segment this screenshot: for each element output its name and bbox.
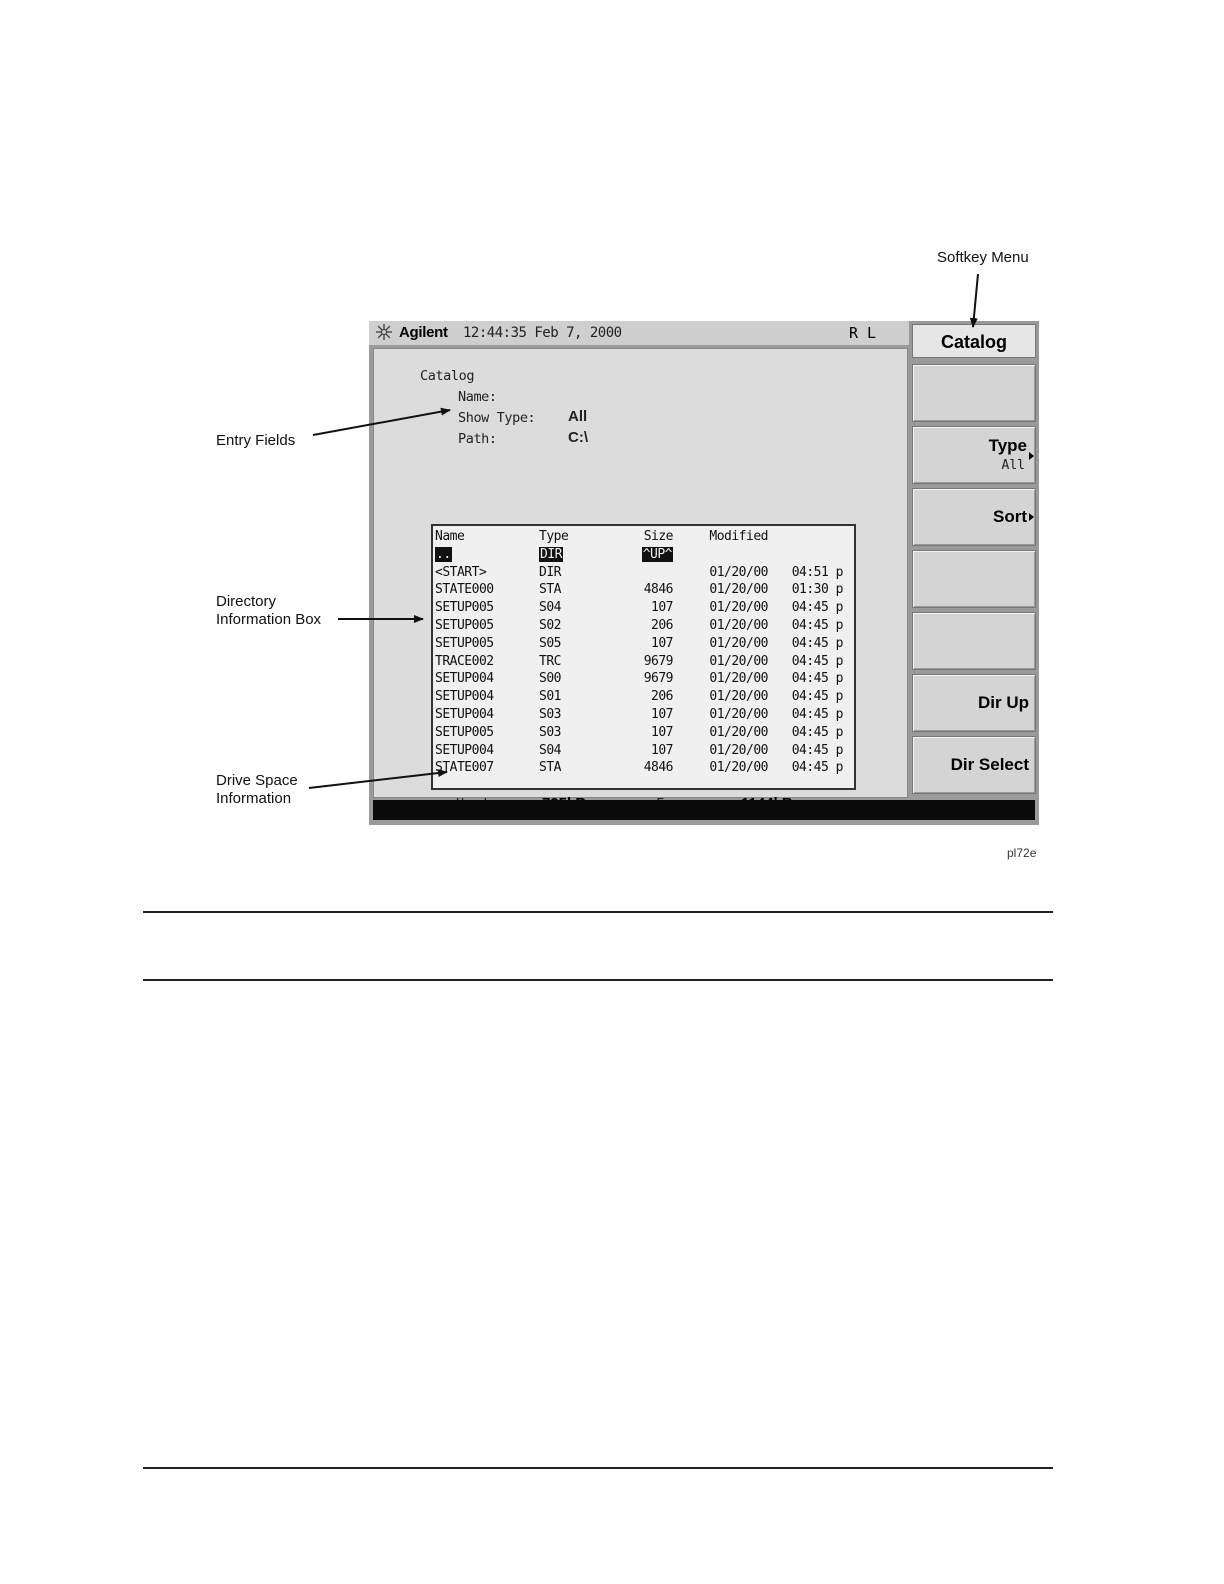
cell-name xyxy=(435,670,539,688)
show-type-label: Show Type: xyxy=(458,410,536,426)
cell-date-text: 01/20/00 xyxy=(709,564,768,580)
cell-date xyxy=(673,724,768,742)
cell-date xyxy=(673,617,768,635)
cell-type xyxy=(539,599,609,617)
cell-date xyxy=(673,670,768,688)
softkey-label: Dir Up xyxy=(978,693,1029,712)
cell-type-text: S01 xyxy=(539,689,561,705)
cell-time xyxy=(768,564,843,582)
cell-date xyxy=(673,599,768,617)
directory-row[interactable] xyxy=(435,564,843,582)
cell-name xyxy=(435,617,539,635)
cell-type xyxy=(539,653,609,671)
cell-type-text: S04 xyxy=(539,742,561,758)
cell-name-text: STATE007 xyxy=(435,760,494,776)
cell-name-text: SETUP004 xyxy=(435,742,494,758)
name-field[interactable] xyxy=(458,389,497,405)
cell-size xyxy=(609,742,673,760)
cell-name xyxy=(435,564,539,582)
cell-size-text: 107 xyxy=(651,724,673,740)
cell-date xyxy=(673,688,768,706)
softkey-type[interactable] xyxy=(912,426,1036,484)
catalog-pane xyxy=(373,348,908,798)
callout-drive-space xyxy=(216,772,298,808)
cell-size-text: 206 xyxy=(651,617,673,633)
cell-type xyxy=(539,670,609,688)
directory-info-box[interactable] xyxy=(431,524,856,790)
cell-time-text: 04:51 p xyxy=(791,564,843,580)
cell-type-text: S03 xyxy=(539,706,561,722)
name-label: Name: xyxy=(458,389,497,405)
cell-date-text: 01/20/00 xyxy=(709,742,768,758)
arrow-softkey-menu xyxy=(973,274,978,327)
clock-readout: 12:44:35 Feb 7, 2000 xyxy=(463,325,622,341)
cell-time-text: 04:45 p xyxy=(791,724,843,740)
callout-directory-line1: Directory xyxy=(216,593,277,610)
cell-type xyxy=(539,617,609,635)
cell-size xyxy=(609,724,673,742)
cell-date-text: 01/20/00 xyxy=(709,760,768,776)
cell-type xyxy=(539,546,609,564)
cell-name-text: SETUP004 xyxy=(435,689,494,705)
cell-name-text: TRACE002 xyxy=(435,653,494,669)
column-header: Type xyxy=(539,529,569,544)
cell-name-text: SETUP005 xyxy=(435,635,494,651)
cell-type-text: S05 xyxy=(539,635,561,651)
cell-type xyxy=(539,635,609,653)
cell-time-text: 04:45 p xyxy=(791,617,843,633)
cell-type xyxy=(539,724,609,742)
cell-type xyxy=(539,706,609,724)
cell-size-text: 107 xyxy=(651,600,673,616)
cell-type-text: S04 xyxy=(539,600,561,616)
cell-date xyxy=(673,706,768,724)
submenu-arrow-icon xyxy=(1029,513,1034,521)
cell-size xyxy=(609,564,673,582)
cell-date-text: 01/20/00 xyxy=(709,617,768,633)
cell-size-text: 206 xyxy=(651,689,673,705)
cell-time xyxy=(768,688,843,706)
cell-type-text: DIR xyxy=(540,546,562,562)
cell-time xyxy=(768,653,843,671)
cell-size xyxy=(609,599,673,617)
cell-size-text: 9679 xyxy=(643,653,673,669)
directory-row[interactable] xyxy=(435,546,843,564)
directory-row[interactable] xyxy=(435,742,843,760)
softkey-dir-up[interactable] xyxy=(912,674,1036,732)
cell-date xyxy=(673,635,768,653)
cell-time xyxy=(768,742,843,760)
cell-name-text: <START> xyxy=(435,564,487,580)
figure-id: pl72e xyxy=(1007,846,1037,860)
cell-time-text: 01:30 p xyxy=(791,582,843,598)
cell-name-text: .. xyxy=(436,546,451,562)
cell-time xyxy=(768,599,843,617)
cell-size xyxy=(609,546,673,564)
brand-name: Agilent xyxy=(399,324,448,341)
title-bar xyxy=(369,321,909,345)
directory-row[interactable] xyxy=(435,724,843,742)
cell-type xyxy=(539,564,609,582)
show-type-field[interactable] xyxy=(458,408,588,426)
cell-date xyxy=(673,653,768,671)
cell-size-text: ^UP^ xyxy=(642,546,672,562)
cell-size-text: 107 xyxy=(651,635,673,651)
cell-time-text: 04:45 p xyxy=(791,600,843,616)
cell-date-text: 01/20/00 xyxy=(709,706,768,722)
cell-type xyxy=(539,581,609,599)
cell-type xyxy=(539,688,609,706)
directory-row[interactable] xyxy=(435,635,843,653)
callout-directory-box xyxy=(216,593,321,629)
cell-date xyxy=(673,759,768,777)
directory-row[interactable] xyxy=(435,617,843,635)
cell-time xyxy=(768,635,843,653)
softkey-label: Type xyxy=(988,436,1027,455)
directory-row[interactable] xyxy=(435,670,843,688)
path-label: Path: xyxy=(458,431,497,447)
directory-row[interactable] xyxy=(435,599,843,617)
cell-size xyxy=(609,706,673,724)
divider-rule xyxy=(143,1467,1053,1469)
cell-name-text: SETUP005 xyxy=(435,617,494,633)
cell-size xyxy=(609,759,673,777)
cell-name xyxy=(435,599,539,617)
cell-type xyxy=(539,742,609,760)
cell-date-text: 01/20/00 xyxy=(709,600,768,616)
directory-row[interactable] xyxy=(435,688,843,706)
callout-directory-line2: Information Box xyxy=(216,611,322,628)
submenu-arrow-icon xyxy=(1029,452,1034,460)
cell-date-text: 01/20/00 xyxy=(709,653,768,669)
cell-size xyxy=(609,653,673,671)
cell-name xyxy=(435,581,539,599)
remote-local-status: R L xyxy=(849,324,877,342)
cell-date-text: 01/20/00 xyxy=(709,671,768,687)
cell-name-text: STATE000 xyxy=(435,582,494,598)
softkey-1[interactable] xyxy=(912,364,1036,422)
directory-header-row xyxy=(435,528,843,546)
cell-size xyxy=(609,688,673,706)
cell-name-text: SETUP005 xyxy=(435,724,494,740)
agilent-spark-icon xyxy=(375,323,393,341)
cell-date xyxy=(673,742,768,760)
column-header: Name xyxy=(435,529,465,544)
show-type-value: All xyxy=(568,408,588,425)
softkey-label: Sort xyxy=(993,507,1027,526)
cell-time xyxy=(768,670,843,688)
softkey-dir-select[interactable] xyxy=(912,736,1036,794)
cell-date-text: 01/20/00 xyxy=(709,635,768,651)
cell-date-text: 01/20/00 xyxy=(709,689,768,705)
cell-type-text: S00 xyxy=(539,671,561,687)
cell-type-text: S02 xyxy=(539,617,561,633)
softkey-menu xyxy=(912,321,1037,796)
directory-row[interactable] xyxy=(435,759,843,777)
path-field[interactable] xyxy=(458,429,588,447)
divider-rule xyxy=(143,911,1053,913)
cell-type-text: DIR xyxy=(539,564,561,580)
cell-type-text: S03 xyxy=(539,724,561,740)
callout-drive-line2: Information xyxy=(216,790,292,807)
cell-time xyxy=(768,546,843,564)
catalog-title: Catalog xyxy=(420,368,475,384)
cell-name xyxy=(435,653,539,671)
cell-type-text: TRC xyxy=(539,653,561,669)
callout-entry-fields: Entry Fields xyxy=(216,432,296,449)
cell-date-text: 01/20/00 xyxy=(709,582,768,598)
message-bar xyxy=(373,800,1035,820)
instrument-screen xyxy=(369,321,1039,825)
cell-type-text: STA xyxy=(539,760,561,776)
directory-row[interactable] xyxy=(435,653,843,671)
cell-time-text: 04:45 p xyxy=(791,653,843,669)
cell-type-text: STA xyxy=(539,582,561,598)
cell-date-text: 01/20/00 xyxy=(709,724,768,740)
cell-name xyxy=(435,635,539,653)
column-header: Size xyxy=(643,529,673,544)
cell-time-text: 04:45 p xyxy=(791,742,843,758)
cell-time xyxy=(768,706,843,724)
divider-rule xyxy=(143,979,1053,981)
cell-name xyxy=(435,759,539,777)
cell-time xyxy=(768,724,843,742)
directory-row[interactable] xyxy=(435,706,843,724)
cell-type xyxy=(539,759,609,777)
cell-time xyxy=(768,759,843,777)
directory-row[interactable] xyxy=(435,581,843,599)
cell-size xyxy=(609,670,673,688)
cell-time xyxy=(768,581,843,599)
cell-name xyxy=(435,742,539,760)
cell-name xyxy=(435,724,539,742)
cell-time-text: 04:45 p xyxy=(791,671,843,687)
cell-size-text: 107 xyxy=(651,742,673,758)
cell-size xyxy=(609,635,673,653)
softkey-5[interactable] xyxy=(912,612,1036,670)
cell-time xyxy=(768,617,843,635)
cell-date xyxy=(673,581,768,599)
cell-name xyxy=(435,706,539,724)
cell-size-text: 4846 xyxy=(643,582,673,598)
softkey-4[interactable] xyxy=(912,550,1036,608)
cell-name-text: SETUP005 xyxy=(435,600,494,616)
cell-name-text: SETUP004 xyxy=(435,671,494,687)
cell-size xyxy=(609,617,673,635)
cell-name xyxy=(435,546,539,564)
column-header: Modified xyxy=(709,529,768,544)
column-header xyxy=(768,528,843,546)
cell-name xyxy=(435,688,539,706)
cell-size xyxy=(609,581,673,599)
cell-size-text: 9679 xyxy=(643,671,673,687)
callout-drive-line1: Drive Space xyxy=(216,772,298,789)
softkey-sort[interactable] xyxy=(912,488,1036,546)
path-value: C:\ xyxy=(568,429,588,446)
cell-size-text: 4846 xyxy=(643,760,673,776)
cell-size-text: 107 xyxy=(651,706,673,722)
cell-date xyxy=(673,546,768,564)
cell-time-text: 04:45 p xyxy=(791,760,843,776)
softkey-sublabel: All xyxy=(1001,458,1025,473)
cell-time-text: 04:45 p xyxy=(791,706,843,722)
softkey-menu-title: Catalog xyxy=(912,324,1036,358)
cell-time-text: 04:45 p xyxy=(791,635,843,651)
cell-name-text: SETUP004 xyxy=(435,706,494,722)
cell-time-text: 04:45 p xyxy=(791,689,843,705)
callout-softkey-menu: Softkey Menu xyxy=(937,249,1029,266)
directory-table xyxy=(435,528,843,777)
softkey-label: Dir Select xyxy=(950,755,1029,774)
cell-date xyxy=(673,564,768,582)
